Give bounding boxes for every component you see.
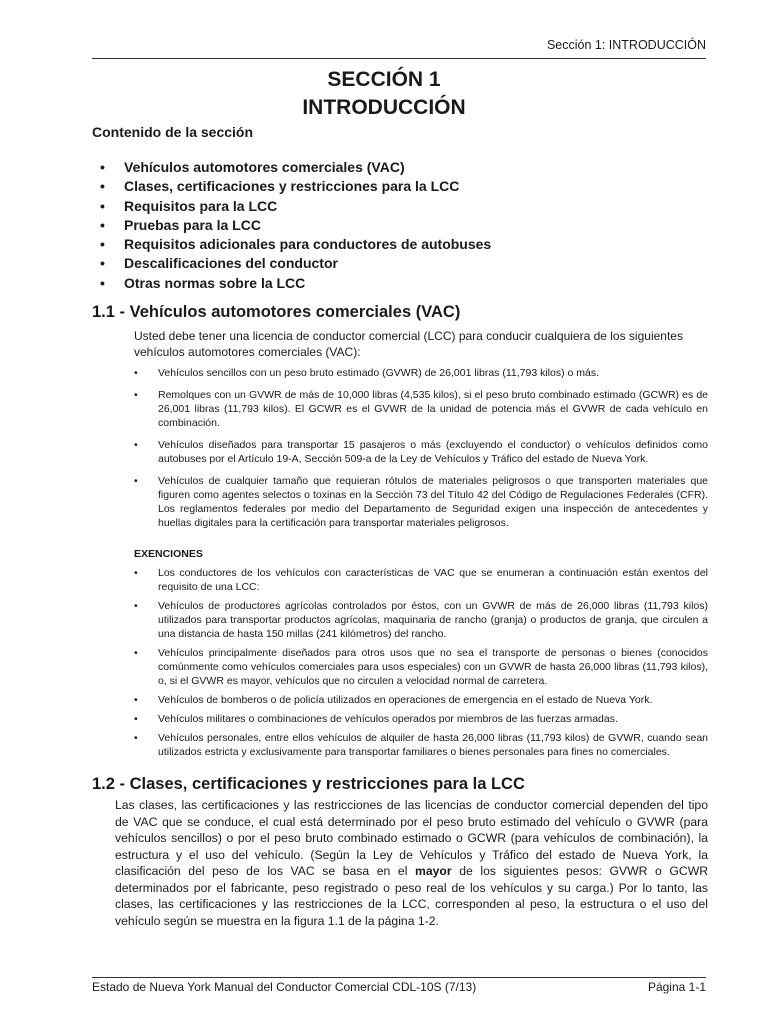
section-1-1-intro: Usted debe tener una licencia de conductor comercial (LCC) para conducir cualquiera de los siguientes vehículos automotores comerciales (VAC): <box>134 329 683 359</box>
exemptions-list <box>134 566 708 759</box>
contents-item <box>100 197 491 216</box>
contents-item <box>100 274 491 293</box>
running-header <box>92 38 706 59</box>
title-line-2: INTRODUCCIÓN <box>302 96 466 119</box>
title-line-1: SECCIÓN 1 <box>327 68 441 91</box>
page-footer <box>92 977 706 994</box>
list-item <box>134 474 708 530</box>
contents-list <box>100 158 491 293</box>
footer-title: Estado de Nueva York Manual del Conductor Comercial CDL-10S (7/13) <box>92 980 477 994</box>
contents-item-label: Requisitos para la LCC <box>124 197 278 214</box>
contents-item-label: Clases, certificaciones y restricciones para la LCC <box>124 178 460 195</box>
paragraph-text: Las clases, las certificaciones y las restricciones de las licencias de conductor comercial dependen del tipo de VAC que se conduce, el cual está determinado por el peso bruto estimado del vehículo o GVWR (para vehículos sencillos) o por el peso bruto combinado estimado o GCWR (para vehículos de combinación), la estructura y el uso del vehículo. (Según la Ley de Vehículos y Tráfico del estado de Nueva York, la clasificación del peso de los VAC se basa en el <box>115 798 708 878</box>
contents-item-label: Pruebas para la LCC <box>124 216 261 233</box>
list-item-text: Los conductores de los vehículos con características de VAC que se enumeran a continuación están exentos del requisito de una LCC: <box>158 567 708 593</box>
list-item <box>134 693 708 707</box>
contents-item-label: Descalificaciones del conductor <box>124 255 338 272</box>
list-item-text: Vehículos sencillos con un peso bruto estimado (GVWR) de 26,001 libras (11,793 kilos) o más. <box>158 367 600 379</box>
contents-item <box>100 216 491 235</box>
bullet: • <box>100 216 105 233</box>
bullet: • <box>134 600 138 612</box>
list-item <box>134 731 708 759</box>
bullet: • <box>134 732 138 744</box>
list-item <box>134 388 708 430</box>
bullet: • <box>100 197 105 214</box>
list-item-text: Vehículos de productores agrícolas controlados por éstos, con un GVWR de más de 26,000 libras (11,793 kilos) utilizados para transportar productos agrícolas, maquinaria de rancho (granja) o productos de granja, que circulen a una distancia de hasta 150 millas (241 kilómetros) del rancho. <box>158 600 708 640</box>
bullet: • <box>100 159 105 175</box>
emphasis-text: mayor <box>415 864 452 878</box>
bullet: • <box>100 236 105 253</box>
bullet: • <box>134 475 138 487</box>
bullet: • <box>134 367 138 379</box>
contents-item-label: Requisitos adicionales para conductores de autobuses <box>124 236 492 253</box>
list-item-text: Vehículos militares o combinaciones de vehículos operados por miembros de las fuerzas armadas. <box>158 713 618 725</box>
list-item-text: Vehículos personales, entre ellos vehículos de alquiler de hasta 26,000 libras (11,793 kilos) de GVWR, cuando sean utilizados estricta y exclusivamente para transportar familiares o bienes personales para fines no comerciales. <box>158 732 708 758</box>
bullet: • <box>134 567 138 579</box>
bullet: • <box>100 178 105 195</box>
bullet: • <box>134 439 138 451</box>
section-1-1-heading: 1.1 - Vehículos automotores comerciales (VAC) <box>92 303 461 321</box>
section-1-2-heading: 1.2 - Clases, certificaciones y restricciones para la LCC <box>92 775 525 793</box>
contents-item <box>100 177 491 196</box>
contents-item-label: Vehículos automotores comerciales (VAC) <box>124 159 405 175</box>
list-item-text: Vehículos de cualquier tamaño que requieran rótulos de materiales peligrosos o que transporten materiales que figuren como agentes selectos o toxinas en la Sección 73 del Título 42 del Código de Regulaciones Federales (CFR). Los reglamentos federales por medio del Departamento de Seguridad exigen una inspección de antecedentes y huellas digitales para la certificación para transportar materiales peligrosos. <box>158 475 708 529</box>
contents-item <box>100 235 491 254</box>
page-title <box>0 66 768 122</box>
list-item <box>134 566 708 594</box>
running-title: Sección 1: INTRODUCCIÓN <box>546 38 706 52</box>
bullet: • <box>134 647 138 659</box>
list-item <box>134 712 708 726</box>
page-number: Página 1-1 <box>647 980 706 994</box>
contents-item <box>100 254 491 273</box>
section-1-2-paragraph <box>115 797 708 929</box>
exemptions-heading: EXENCIONES <box>134 548 203 560</box>
list-item-text: Vehículos diseñados para transportar 15 pasajeros o más (excluyendo el conductor) o vehículos definidos como autobuses por el Artículo 19-A, Sección 509-a de la Ley de Vehículos y Tráfico del estado de Nueva York. <box>158 439 708 465</box>
vac-list <box>134 366 708 530</box>
section-1-1-body <box>134 328 708 759</box>
list-item <box>134 599 708 641</box>
contents-heading: Contenido de la sección <box>92 124 254 140</box>
paragraph-text: de los siguientes pesos: GVWR o GCWR determinados por el fabricante, peso registrado o peso real de los vehículos y su carga.) Por lo tanto, las clases, las certificaciones y las restricciones de la LCC, corresponden al peso, la estructura o el uso del vehículo según se muestra en la figura 1.1 de la página 1-2. <box>115 864 708 928</box>
contents-item <box>100 158 491 177</box>
bullet: • <box>134 389 138 401</box>
bullet: • <box>100 255 105 272</box>
bullet: • <box>134 694 138 706</box>
list-item <box>134 438 708 466</box>
list-item-text: Remolques con un GVWR de más de 10,000 libras (4,535 kilos), si el peso bruto combinado estimado (GCWR) es de 26,001 libras (11,793 kilos). El GCWR es el GVWR de la unidad de potencia más el GVWR de cada vehículo en combinación. <box>158 389 708 429</box>
list-item-text: Vehículos principalmente diseñados para otros usos que no sea el transporte de personas o bienes (conocidos comúnmente como vehículos comerciales para usos especiales) con un GVWR de hasta 26,000 libras (11,793 kilos), o, si el GVWR es mayor, vehículos que no circulen a velocidad normal de carretera. <box>158 647 708 687</box>
list-item <box>134 366 708 380</box>
list-item <box>134 646 708 688</box>
bullet: • <box>134 713 138 725</box>
list-item-text: Vehículos de bomberos o de policía utilizados en operaciones de emergencia en el estado de Nueva York. <box>158 694 653 706</box>
bullet: • <box>100 274 105 291</box>
contents-item-label: Otras normas sobre la LCC <box>124 274 306 291</box>
